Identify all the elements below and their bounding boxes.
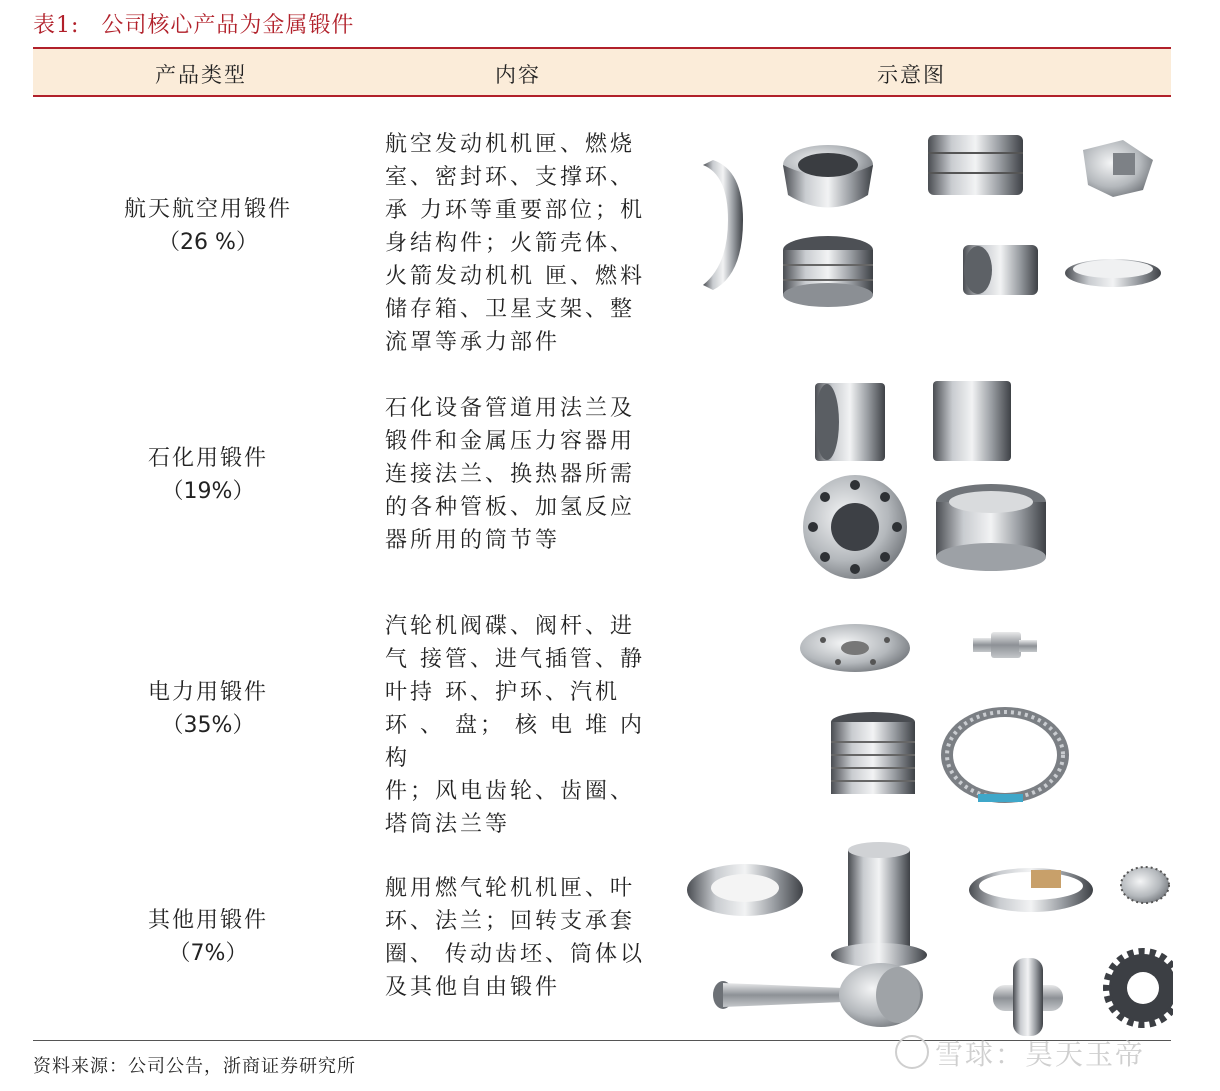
content-cell <box>385 392 675 557</box>
category-share: （35%） <box>161 713 255 738</box>
category-cell <box>33 193 383 259</box>
content-line: 汽轮机阀碟、阀杆、进 <box>385 614 636 639</box>
content-line: 器所用的筒节等 <box>385 528 561 553</box>
category-cell <box>33 442 383 508</box>
header-content: 内容 <box>495 63 541 87</box>
content-line: 舰用燃气轮机机匣、叶 <box>385 876 636 901</box>
content-line: 及其他自由锻件 <box>385 975 561 1000</box>
content-line: 身结构件；火箭壳体、 <box>385 231 636 256</box>
table-title-text: 公司核心产品为金属锻件 <box>101 13 355 38</box>
category-share: （19%） <box>161 479 255 504</box>
category-name: 电力用锻件 <box>147 680 268 705</box>
content-line: 件；风电齿轮、齿圈、 <box>385 779 636 804</box>
content-line: 火箭发动机机 匣、燃料 <box>385 264 645 289</box>
content-line: 环、法兰；回转支承套 <box>385 909 636 934</box>
source-note: 资料来源：公司公告，浙商证券研究所 <box>33 1056 356 1077</box>
watermark <box>895 1033 1145 1073</box>
content-cell <box>385 610 675 841</box>
category-name: 其他用锻件 <box>147 908 268 933</box>
category-share: （7%） <box>168 941 248 966</box>
content-line: 储存箱、卫星支架、整 <box>385 297 636 322</box>
content-line: 环 、 盘； 核 电 堆 内 构 <box>385 713 645 771</box>
content-line: 叶持 环、护环、汽机 <box>385 680 620 705</box>
content-cell <box>385 872 675 1004</box>
header-illustration: 示意图 <box>877 63 946 87</box>
table-header <box>33 47 1171 97</box>
category-name: 石化用锻件 <box>147 446 268 471</box>
content-line: 承 力环等重要部位；机 <box>385 198 645 223</box>
table-number: 表1: <box>33 13 80 38</box>
snowball-logo-icon <box>895 1035 929 1069</box>
content-line: 塔筒法兰等 <box>385 812 511 837</box>
table-row-aerospace <box>33 125 1171 365</box>
category-share: （26 %） <box>158 230 258 255</box>
petrochemical-forgings-image <box>793 377 1083 582</box>
table-row-power <box>33 610 1171 837</box>
content-line: 锻件和金属压力容器用 <box>385 429 636 454</box>
content-cell <box>385 128 675 359</box>
watermark-text: 雪球：昊天玉帝 <box>935 1038 1146 1071</box>
content-line: 连接法兰、换热器所需 <box>385 462 636 487</box>
content-line: 室、密封环、支撑环、 <box>385 165 636 190</box>
header-product-type: 产品类型 <box>155 63 247 87</box>
table-title <box>33 8 354 39</box>
content-line: 圈、 传动齿坯、筒体以 <box>385 942 645 967</box>
category-cell <box>33 676 383 742</box>
table-row-other <box>33 872 1171 1022</box>
category-cell <box>33 904 383 970</box>
content-line: 流罩等承力部件 <box>385 330 561 355</box>
content-line: 气 接管、进气插管、静 <box>385 647 645 672</box>
other-forgings-image <box>673 840 1173 1040</box>
content-line: 航空发动机机匣、燃烧 <box>385 132 636 157</box>
power-forgings-image <box>793 610 1073 810</box>
content-line: 的各种管板、加氢反应 <box>385 495 636 520</box>
table-row-petrochemical <box>33 392 1171 587</box>
category-name: 航天航空用锻件 <box>123 197 292 222</box>
aerospace-forgings-image <box>693 125 1171 335</box>
content-line: 石化设备管道用法兰及 <box>385 396 636 421</box>
